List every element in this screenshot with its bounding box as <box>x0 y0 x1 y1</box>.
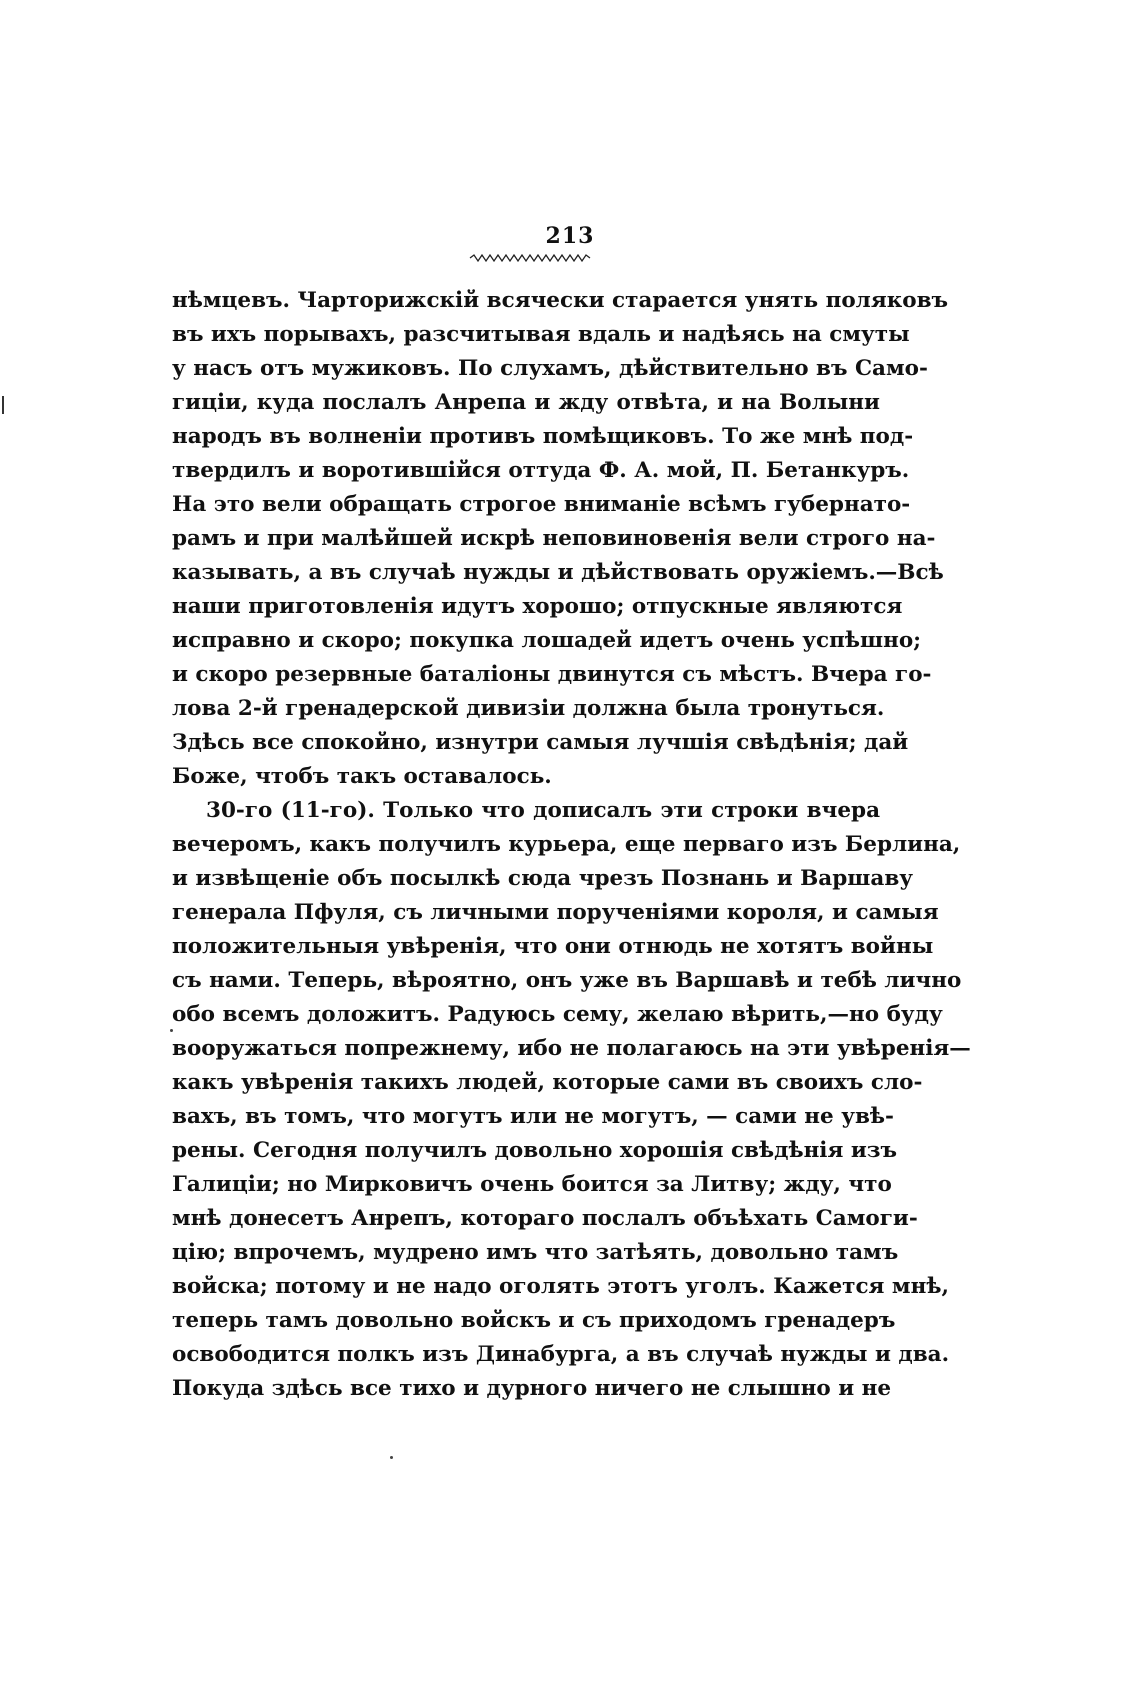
text-line: исправно и скоро; покупка лошадей идетъ очень успѣшно; <box>172 628 922 653</box>
text-line: у насъ отъ мужиковъ. По слухамъ, дѣйствительно въ Само- <box>172 356 928 381</box>
text-line: казывать, а въ случаѣ нужды и дѣйствовать оружіемъ.—Всѣ <box>172 560 944 585</box>
text-line: войска; потому и не надо оголять этотъ уголъ. Кажется мнѣ, <box>172 1274 949 1299</box>
text-line: Здѣсь все спокойно, изнутри самыя лучшія свѣдѣнія; дай <box>172 730 909 755</box>
scan-speck <box>170 1029 173 1032</box>
text-line: наши приготовленія идутъ хорошо; отпускные являются <box>172 594 903 619</box>
paragraph-start-line: 30-го (11-го). Только что дописалъ эти строки вчера <box>206 798 880 823</box>
text-line: въ ихъ порывахъ, разсчитывая вдаль и надѣясь на смуты <box>172 322 910 347</box>
text-line: цію; впрочемъ, мудрено имъ что затѣять, довольно тамъ <box>172 1240 899 1265</box>
text-line: съ нами. Теперь, вѣроятно, онъ уже въ Варшавѣ и тебѣ лично <box>172 968 962 993</box>
text-line: Покуда здѣсь все тихо и дурного ничего не слышно и не <box>172 1376 892 1401</box>
scan-speck <box>390 1456 393 1459</box>
text-line: вечеромъ, какъ получилъ курьера, еще перваго изъ Берлина, <box>172 832 961 857</box>
body-text <box>172 284 971 1406</box>
text-line: вахъ, въ томъ, что могутъ или не могутъ, — сами не увѣ- <box>172 1104 894 1129</box>
text-line: рамъ и при малѣйшей искрѣ неповиновенія вели строго на- <box>172 526 936 551</box>
text-line: мнѣ донесетъ Анрепъ, котораго послалъ объѣхать Самоги- <box>172 1206 918 1231</box>
text-line: Галиціи; но Мирковичъ очень боится за Литву; жду, что <box>172 1172 892 1197</box>
text-line: лова 2-й гренадерской дивизіи должна была тронуться. <box>172 696 885 721</box>
text-line: генерала Пфуля, съ личными порученіями короля, и самыя <box>172 900 939 925</box>
text-line: нѣмцевъ. Чарторижскій всячески старается унять поляковъ <box>172 288 949 313</box>
paragraph-end-line: Боже, чтобъ такъ оставалось. <box>172 764 552 789</box>
text-line: и извѣщеніе объ посылкѣ сюда чрезъ Познань и Варшаву <box>172 866 914 891</box>
margin-mark <box>2 396 4 414</box>
page-number-ornament <box>470 252 590 264</box>
text-line: обо всемъ доложитъ. Радуюсь сему, желаю вѣрить,—но буду <box>172 1002 943 1027</box>
text-line: рены. Сегодня получилъ довольно хорошія свѣдѣнія изъ <box>172 1138 897 1163</box>
text-line: и скоро резервные баталіоны двинутся съ мѣстъ. Вчера го- <box>172 662 932 687</box>
page-number: 213 <box>545 223 595 249</box>
text-line: положительныя увѣренія, что они отнюдь не хотятъ войны <box>172 934 934 959</box>
text-line: освободится полкъ изъ Динабурга, а въ случаѣ нужды и два. <box>172 1342 950 1367</box>
text-line: твердилъ и воротившійся оттуда Ф. А. мой, П. Бетанкуръ. <box>172 458 910 483</box>
text-line: народъ въ волненіи противъ помѣщиковъ. То же мнѣ под- <box>172 424 914 449</box>
text-line: На это вели обращать строгое вниманіе всѣмъ губернато- <box>172 492 911 517</box>
text-line: теперь тамъ довольно войскъ и съ приходомъ гренадеръ <box>172 1308 896 1333</box>
text-line: вооружаться попрежнему, ибо не полагаюсь на эти увѣренія— <box>172 1036 971 1061</box>
text-line: какъ увѣренія такихъ людей, которые сами въ своихъ сло- <box>172 1070 923 1095</box>
text-line: гиціи, куда послалъ Анрепа и жду отвѣта, и на Волыни <box>172 390 880 415</box>
